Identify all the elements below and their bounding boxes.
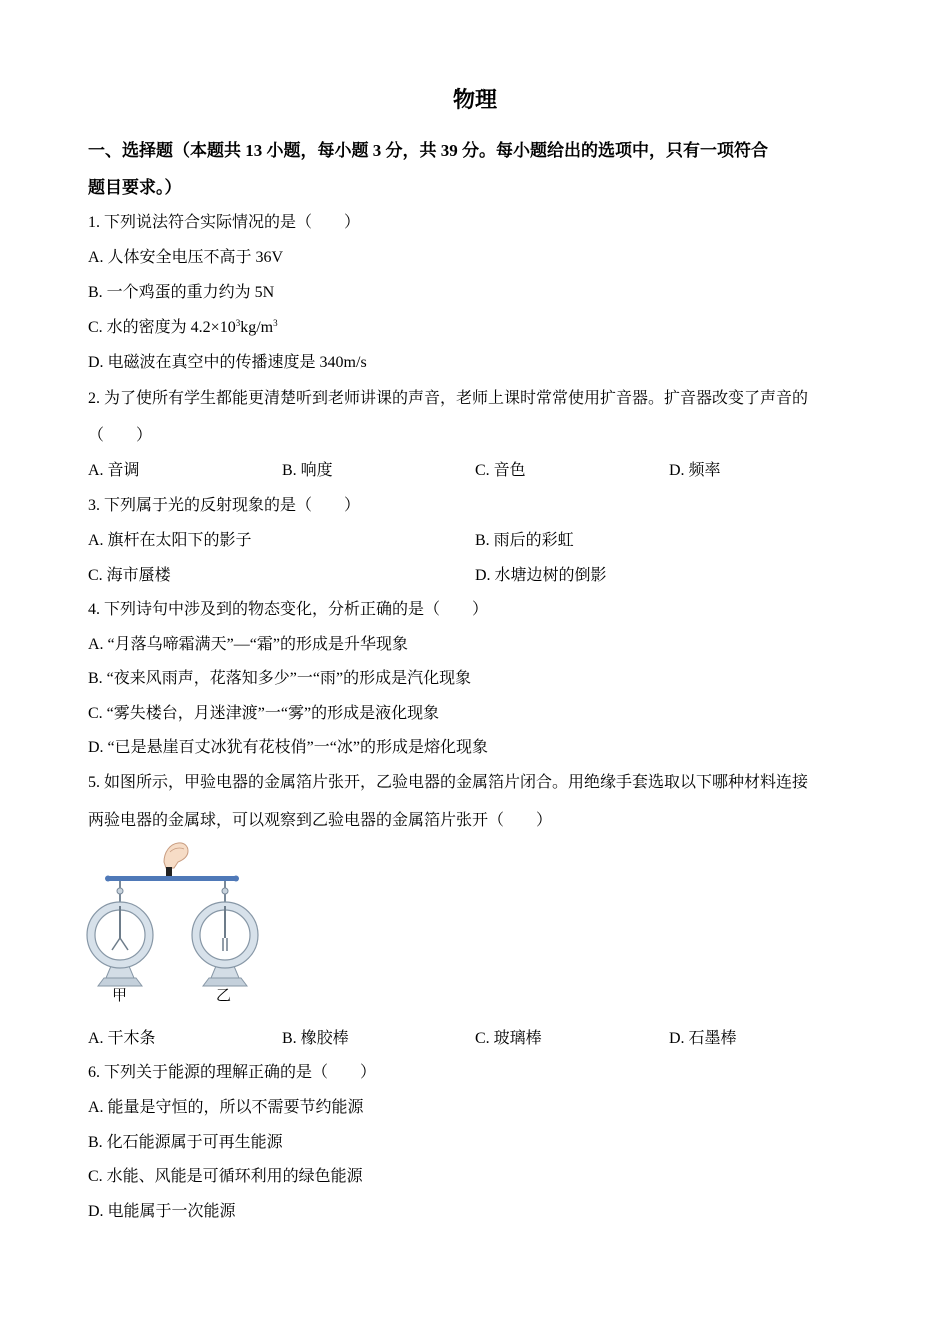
q3-stem: 3. 下列属于光的反射现象的是（ ） xyxy=(88,497,361,514)
electroscope-right xyxy=(192,881,258,986)
q1-option-c xyxy=(88,318,278,338)
q5-option-c: C. 玻璃棒 xyxy=(475,1030,542,1047)
q5-option-a: A. 干木条 xyxy=(88,1030,156,1047)
q1-option-c-unit-exp: 3 xyxy=(273,318,278,328)
q3-option-c: C. 海市蜃楼 xyxy=(88,567,171,584)
q5-stem: 5. 如图所示，甲验电器的金属箔片张开，乙验电器的金属箔片闭合。用绝缘手套选取以下哪种材料连接 xyxy=(88,774,809,791)
section-heading-cont: 题目要求。） xyxy=(88,178,182,197)
q4-stem: 4. 下列诗句中涉及到的物态变化，分析正确的是（ ） xyxy=(88,601,489,618)
label-jia: 甲 xyxy=(112,986,128,1004)
hand-icon xyxy=(164,843,188,880)
q1-option-d: D. 电磁波在真空中的传播速度是 340m/s xyxy=(88,354,367,371)
q4-option-c: C. “雾失楼台，月迷津渡”一“雾”的形成是液化现象 xyxy=(88,705,440,722)
q3-option-d: D. 水塘边树的倒影 xyxy=(475,567,607,584)
q1-stem: 1. 下列说法符合实际情况的是（ ） xyxy=(88,214,361,231)
q2-stem-cont: （ ） xyxy=(88,427,153,444)
q4-option-d: D. “已是悬崖百丈冰犹有花枝俏”一“冰”的形成是熔化现象 xyxy=(88,739,488,756)
q6-option-a: A. 能量是守恒的，所以不需要节约能源 xyxy=(88,1099,364,1116)
q2-stem: 2. 为了使所有学生都能更清楚听到老师讲课的声音，老师上课时常常使用扩音器。扩音器改变了声音的 xyxy=(88,390,809,407)
q4-option-b: B. “夜来风雨声，花落知多少”一“雨”的形成是汽化现象 xyxy=(88,670,472,687)
q2-option-a: A. 音调 xyxy=(88,462,140,479)
q1-option-c-exp: 3 xyxy=(235,318,241,328)
q4-option-a: A. “月落乌啼霜满天”—“霜”的形成是升华现象 xyxy=(88,636,408,653)
electroscope-left xyxy=(87,881,153,986)
q6-option-b: B. 化石能源属于可再生能源 xyxy=(88,1134,283,1151)
q5-option-b: B. 橡胶棒 xyxy=(282,1030,349,1047)
section-heading: 一、选择题（本题共 13 小题，每小题 3 分，共 39 分。每小题给出的选项中，只有一项符合 xyxy=(88,141,768,160)
q6-option-c: C. 水能、风能是可循环利用的绿色能源 xyxy=(88,1168,363,1185)
q2-option-d: D. 频率 xyxy=(669,462,721,479)
q2-option-b: B. 响度 xyxy=(282,462,333,479)
page-title: 物理 xyxy=(452,87,497,112)
q5-stem-cont: 两验电器的金属球，可以观察到乙验电器的金属箔片张开（ ） xyxy=(88,812,553,829)
q6-stem: 6. 下列关于能源的理解正确的是（ ） xyxy=(88,1064,377,1081)
q2-option-c: C. 音色 xyxy=(475,462,526,479)
q3-option-b: B. 雨后的彩虹 xyxy=(475,532,574,549)
connecting-rod xyxy=(106,876,238,881)
label-yi: 乙 xyxy=(216,986,232,1004)
q1-option-c-text: C. 水的密度为 4.2×10 xyxy=(88,319,236,336)
q3-option-a: A. 旗杆在太阳下的影子 xyxy=(88,532,252,549)
q1-option-c-unit: kg/m xyxy=(240,319,274,336)
electroscope-figure xyxy=(84,838,274,1008)
q1-option-b: B. 一个鸡蛋的重力约为 5N xyxy=(88,284,275,301)
q6-option-d: D. 电能属于一次能源 xyxy=(88,1203,236,1220)
q5-option-d: D. 石墨棒 xyxy=(669,1030,737,1047)
q1-option-a: A. 人体安全电压不高于 36V xyxy=(88,249,284,266)
